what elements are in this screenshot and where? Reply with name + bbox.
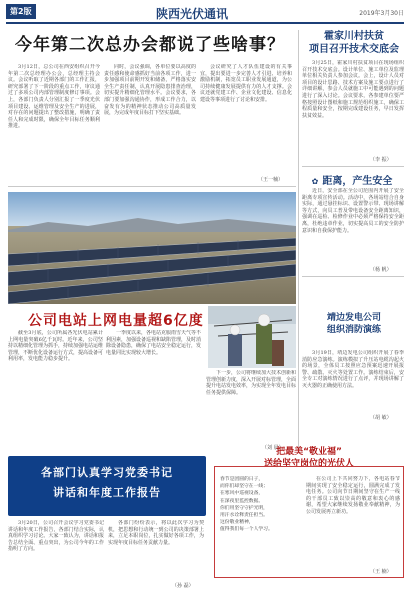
right-mid-body: 近日，安全部在全公司范围内开展了安全距离专项宣传活动。活动中，各场站结合自身实际，通过悬挂标识、设置警示带、现场讲解等方式，向员工普及带电设备安全距离知识，强调在巡检、检修作业中必须严格保持安全距离，杜绝违章作业，切实提高员工的安全防护意识和自我保护能力。: [302, 188, 404, 234]
study-article-col-1: 3月20日，公司召开会议学习党委书记讲话和年度工作报告，各部门结合实际，认真组织学习讨论。大家一致认为，讲话和报告总结全面、重点突出，为公司今年的工作指明了方向。: [8, 520, 104, 553]
right-top-author: （李 振）: [370, 157, 392, 163]
solar-farm-photo: [8, 192, 296, 304]
study-banner: 各部门认真学习党委书记 讲话和年度工作报告: [8, 456, 206, 516]
lead-article-col-2: 同时，会议强调，各单位要以高度的责任感和使命感抓好当前各项工作，进一步加强项目前期开发和储备，严格落实安全生产责任制，认真开展隐患排查治理，切实提升精细化管理水平。会议要求，各部门要加强沟通协作，形成工作合力，以奋发有为的精神状态推动公司高质量发展，为完成年度目标打下坚实基础。: [104, 64, 196, 117]
workers-photo: [208, 306, 296, 368]
feature-author: （王 楠）: [370, 569, 392, 575]
power-generation-headline: 公司电站上网电量超6亿度: [28, 313, 204, 329]
study-article-col-2: 各部门纷纷表示，将以此次学习为契机，把思想和行动统一到公司的决策部署上来，立足本职岗位，扎实做好各项工作，为实现年度目标任务贡献力量。: [108, 520, 204, 546]
study-article-author: （孙 磊）: [172, 583, 194, 589]
feature-verse: 春节是团圆的日子， 而你们却坚守在一线； 在寒风中巡视设备， 在深夜里监控数据。 你们用坚守守护光明， 用汗水诠释责任担当。 这份敬业精神， 值得我们每一个人学习。: [220, 477, 273, 533]
page-number-badge: 第2版: [6, 4, 36, 19]
power-article-col-1: 截至3月底，公司所属各光伏电站累计上网电量突破6亿千瓦时。近年来，公司坚持以精细化管理为抓手，持续加强电站运维管理，不断优化设备运行方式，提高设备可利用率，发电能力稳步提升。: [8, 330, 103, 363]
page-header: [6, 4, 404, 24]
column-divider: [298, 30, 299, 450]
right-top-title: 霍家川村扶贫 项目召开技术交底会: [309, 31, 399, 55]
feature-body: 在公司上下共同努力下，各电站春节期间实现了安全稳定运行，圆满完成了发电任务。公司向节日期间坚守在生产一线的干部员工致以崇高的敬意和衷心的感谢，希望大家继续发扬敬业奉献精神，为公司发展再立新功。: [306, 476, 400, 515]
power-article-col-3: 下一步，公司将继续加大技术创新和管理创新力度，深入开展对标管理，全面提升电站发电效率，为实现全年发电目标任务提供保障。: [206, 370, 296, 396]
power-article-col-2: 一季度以来，各电站克服雨雪天气等不利因素，加强设备巡视和缺陷管理，及时消除设备隐患，确保了电站安全稳定运行，发电量同比实现较大增长。: [106, 330, 201, 356]
right-third-title: 靖边发电公司 组织消防演练: [326, 313, 381, 335]
workers-image: [208, 306, 296, 368]
lead-article-author: （王一楠）: [258, 177, 284, 183]
right-divider-2: [302, 276, 404, 277]
right-third-author: （胡 敏）: [370, 415, 392, 421]
lead-article-col-3: 会议研究了人才队伍建设的有关事宜，提出要进一步完善人才引进、培养和激励机制，拓宽员工职业发展通道，为公司持续健康发展提供有力的人才支撑。会议还就党建工作、企业文化建设、信息化建设等事项进行了讨论和安排。: [200, 64, 292, 103]
issue-date: 2019年3月30日: [359, 10, 404, 17]
right-mid-title: ✿ 距离，产生安全: [311, 176, 393, 187]
lead-headline: 今年第二次总办会都说了些啥事？: [15, 35, 285, 55]
right-third-body: 3月19日，靖边发电公司组织开展了春季消防应急演练。演练模拟了升压站电缆沟起火的场景，全体员工按照应急预案迅速开展报警、疏散、灭火等处置工作。演练结束后，安全专工对演练情况进行了点评，并现场讲解了灭火器的正确使用方法。: [302, 350, 404, 389]
gear-icon: ✿: [311, 177, 319, 186]
power-article-author: （刘 晨）: [262, 445, 284, 451]
lead-article-col-1: 3月12日，总公司在西安组织召开今年第二次总经理办公会，总经理主持会议。会议听取了近期各部门的工作汇报，研究部署了下一阶段的重点工作，审议通过了多项公司内部管理制度修订事项。会上，各部门负责人分别汇报了一季度光伏项目建设、运维管理及安全生产的进展，对存在的问题提出了整改措施，明确了责任人和完成时限，确保全年目标任务顺利推进。: [8, 64, 100, 130]
right-divider-1: [302, 166, 404, 167]
feature-title: 把最美“敬业福” 送给坚守岗位的光伏人: [263, 447, 354, 469]
solar-farm-image: [8, 192, 296, 304]
right-top-body: 3月25日，霍家川村扶贫项目在现场组织召开技术交底会。设计单位、施工单位及监理单位相关负责人参加会议。会上，设计人员对项目的设计思路、技术方案及施工要点进行了详细讲解，参会人员就施工中可能遇到的问题进行了深入讨论。会议要求，各参建单位要严格按照设计图纸和施工规范组织施工，确保工程质量和安全，按期完成建设任务，早日发挥扶贫效益。: [302, 60, 404, 119]
right-mid-author: （杨 帆）: [370, 267, 392, 273]
section-divider: [8, 186, 296, 187]
masthead-title: 陕西光伏通讯: [156, 7, 229, 21]
